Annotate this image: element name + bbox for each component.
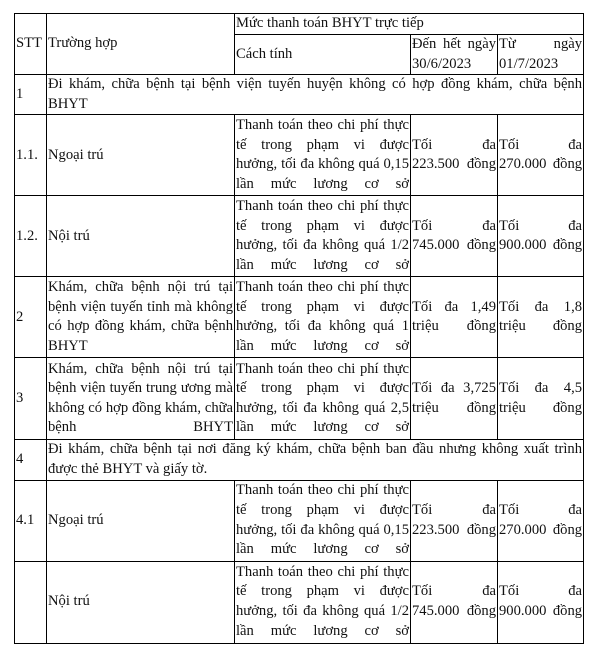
row-den-het-ngay: Tối đa 223.500 đồng <box>411 115 498 196</box>
header-muc-thanh-toan: Mức thanh toán BHYT trực tiếp <box>235 14 584 35</box>
row-den-het-ngay: Tối đa 1,49 triệu đồng <box>411 277 498 358</box>
group-text: Đi khám, chữa bệnh tại nơi đăng ký khám, chữa bệnh ban đầu nhưng không xuất trình được thẻ BHYT và giấy tờ. <box>47 440 584 480</box>
row-stt: 2 <box>15 277 47 358</box>
row-cach-tinh: Thanh toán theo chi phí thực tế trong phạm vi được hưởng, tối đa không quá 2,5 lần mức lương cơ sở <box>235 358 411 440</box>
table-row <box>15 480 584 561</box>
table-row <box>15 196 584 277</box>
row-den-het-ngay: Tối đa 745.000 đồng <box>411 561 498 643</box>
row-truong-hop: Khám, chữa bệnh nội trú tại bệnh viện tuyến tỉnh mà không có hợp đồng khám, chữa bệnh BHYT <box>47 277 235 358</box>
row-truong-hop: Nội trú <box>47 561 235 643</box>
header-cach-tinh: Cách tính <box>235 35 411 75</box>
row-stt: 3 <box>15 358 47 440</box>
row-den-het-ngay: Tối đa 223.500 đồng <box>411 480 498 561</box>
row-cach-tinh: Thanh toán theo chi phí thực tế trong phạm vi được hưởng, tối đa không quá 1/2 lần mức lương cơ sở <box>235 561 411 643</box>
row-den-het-ngay: Tối đa 3,725 triệu đồng <box>411 358 498 440</box>
group-text: Đi khám, chữa bệnh tại bệnh viện tuyến huyện không có hợp đồng khám, chữa bệnh BHYT <box>47 75 584 115</box>
row-cach-tinh: Thanh toán theo chi phí thực tế trong phạm vi được hưởng, tối đa không quá 1 lần mức lương cơ sở <box>235 277 411 358</box>
row-tu-ngay: Tối đa 270.000 đồng <box>498 115 584 196</box>
row-truong-hop: Khám, chữa bệnh nội trú tại bệnh viện tuyến trung ương mà không có hợp đồng khám, chữa bệnh BHYT <box>47 358 235 440</box>
row-truong-hop: Ngoại trú <box>47 115 235 196</box>
row-stt: 4 <box>15 440 47 480</box>
row-truong-hop: Nội trú <box>47 196 235 277</box>
group-row-4 <box>15 440 584 480</box>
row-truong-hop: Ngoại trú <box>47 480 235 561</box>
bhyt-payment-table <box>14 13 584 644</box>
row-cach-tinh: Thanh toán theo chi phí thực tế trong phạm vi được hưởng, tối đa không quá 1/2 lần mức lương cơ sở <box>235 196 411 277</box>
header-truong-hop: Trường hợp <box>47 14 235 75</box>
table-row <box>15 561 584 643</box>
table-row <box>15 358 584 440</box>
row-stt: 4.1 <box>15 480 47 561</box>
row-tu-ngay: Tối đa 1,8 triệu đồng <box>498 277 584 358</box>
row-den-het-ngay: Tối đa 745.000 đồng <box>411 196 498 277</box>
row-tu-ngay: Tối đa 900.000 đồng <box>498 561 584 643</box>
header-stt: STT <box>15 14 47 75</box>
header-den-het-ngay: Đến hết ngày 30/6/2023 <box>411 35 498 75</box>
group-row-1 <box>15 75 584 115</box>
row-cach-tinh: Thanh toán theo chi phí thực tế trong phạm vi được hưởng, tối đa không quá 0,15 lần mức lương cơ sở <box>235 115 411 196</box>
table-row <box>15 277 584 358</box>
row-cach-tinh: Thanh toán theo chi phí thực tế trong phạm vi được hưởng, tối đa không quá 0,15 lần mức lương cơ sở <box>235 480 411 561</box>
row-tu-ngay: Tối đa 900.000 đồng <box>498 196 584 277</box>
header-tu-ngay: Từ ngày 01/7/2023 <box>498 35 584 75</box>
row-stt: 1 <box>15 75 47 115</box>
table-row <box>15 115 584 196</box>
row-tu-ngay: Tối đa 270.000 đồng <box>498 480 584 561</box>
row-stt: 1.2. <box>15 196 47 277</box>
row-stt <box>15 561 47 643</box>
row-stt: 1.1. <box>15 115 47 196</box>
row-tu-ngay: Tối đa 4,5 triệu đồng <box>498 358 584 440</box>
header-row-1 <box>15 14 584 35</box>
